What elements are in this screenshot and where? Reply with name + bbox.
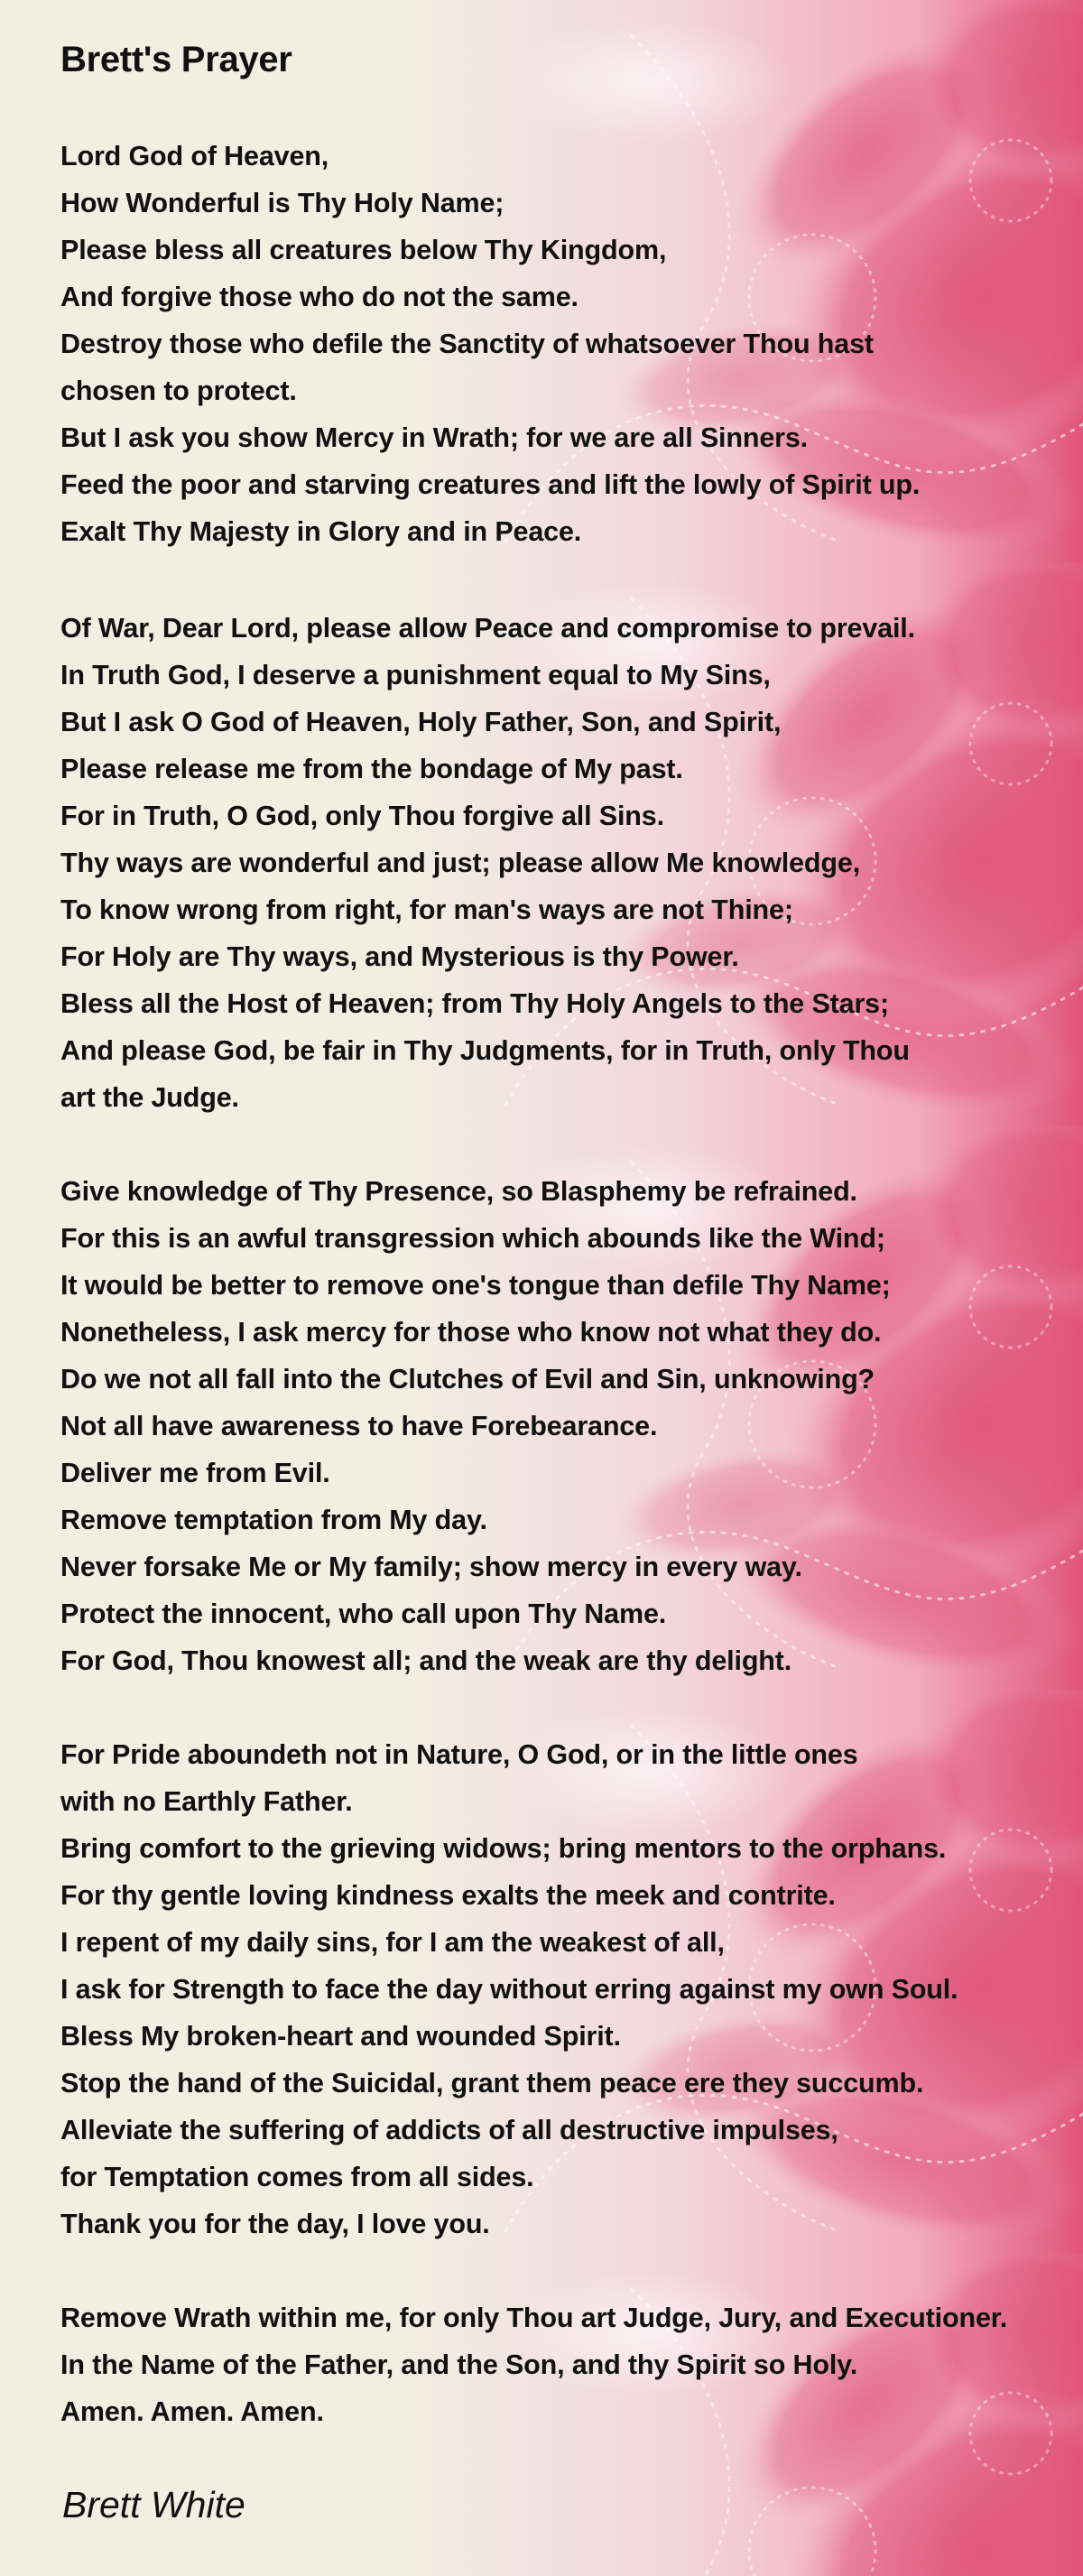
stanza-4 — [60, 1731, 958, 2247]
poem-line: with no Earthly Father. — [60, 1786, 353, 1817]
poem-line: In Truth God, I deserve a punishment equal to My Sins, — [60, 660, 771, 690]
poem-line: Protect the innocent, who call upon Thy Name. — [60, 1598, 667, 1629]
poem-line: To know wrong from right, for man's ways are not Thine; — [60, 894, 793, 925]
poem-author: Brett White — [62, 2484, 245, 2525]
poem-line: Nonetheless, I ask mercy for those who know not what they do. — [60, 1317, 882, 1348]
poem-line: art the Judge. — [60, 1082, 239, 1113]
poem-line: But I ask you show Mercy in Wrath; for we are all Sinners. — [60, 422, 809, 453]
poem-line: chosen to protect. — [60, 375, 297, 406]
stanza-5 — [60, 2294, 1007, 2435]
stanza-1 — [60, 133, 920, 555]
poem-line: And forgive those who do not the same. — [60, 282, 579, 312]
poem-line: But I ask O God of Heaven, Holy Father, Son, and Spirit, — [60, 707, 782, 737]
poem-line: For God, Thou knowest all; and the weak are thy delight. — [60, 1645, 792, 1676]
poem-line: Please bless all creatures below Thy Kingdom, — [60, 235, 667, 265]
stanza-3 — [60, 1168, 891, 1684]
poem-line: Please release me from the bondage of My past. — [60, 754, 683, 784]
poem-line: Alleviate the suffering of addicts of all destructive impulses, — [60, 2115, 838, 2145]
poem-line: Give knowledge of Thy Presence, so Blasphemy be refrained. — [60, 1176, 857, 1207]
poem-line: Never forsake Me or My family; show mercy in every way. — [60, 1552, 802, 1582]
poem-line: Feed the poor and starving creatures and lift the lowly of Spirit up. — [60, 469, 921, 500]
poem-line: And please God, be fair in Thy Judgments, for in Truth, only Thou — [60, 1035, 910, 1066]
poem-line: Of War, Dear Lord, please allow Peace and compromise to prevail. — [60, 613, 915, 644]
poem-line: In the Name of the Father, and the Son, and thy Spirit so Holy. — [60, 2349, 858, 2380]
poem-line: It would be better to remove one's tongue than defile Thy Name; — [60, 1270, 891, 1301]
poem-line: Exalt Thy Majesty in Glory and in Peace. — [60, 516, 582, 547]
poem-title: Brett's Prayer — [60, 40, 292, 79]
poem-line: For in Truth, O God, only Thou forgive all Sins. — [60, 801, 664, 831]
poem-line: Lord God of Heaven, — [60, 141, 329, 171]
poem-line: Bless all the Host of Heaven; from Thy Holy Angels to the Stars; — [60, 988, 889, 1019]
poem-line: for Temptation comes from all sides. — [60, 2162, 534, 2192]
poem-line: I repent of my daily sins, for I am the weakest of all, — [60, 1927, 725, 1958]
poem-line: Thank you for the day, I love you. — [60, 2209, 490, 2239]
poem-line: For thy gentle loving kindness exalts the meek and contrite. — [60, 1880, 836, 1911]
poem-line: I ask for Strength to face the day without erring against my own Soul. — [60, 1974, 958, 2005]
poem-line: Remove Wrath within me, for only Thou art Judge, Jury, and Executioner. — [60, 2303, 1008, 2333]
poem-line: Thy ways are wonderful and just; please allow Me knowledge, — [60, 848, 861, 878]
poem-line: Remove temptation from My day. — [60, 1505, 487, 1535]
poem-line: Bring comfort to the grieving widows; bring mentors to the orphans. — [60, 1833, 947, 1864]
poem-line: For this is an awful transgression which abounds like the Wind; — [60, 1223, 885, 1254]
stanza-2 — [60, 605, 915, 1121]
poem-line: For Holy are Thy ways, and Mysterious is thy Power. — [60, 941, 739, 972]
poem-line: Deliver me from Evil. — [60, 1458, 330, 1488]
poem-line: Destroy those who defile the Sanctity of whatsoever Thou hast — [60, 329, 874, 359]
poem-line: Do we not all fall into the Clutches of Evil and Sin, unknowing? — [60, 1364, 875, 1395]
poem-line: Not all have awareness to have Forebearance. — [60, 1411, 658, 1441]
poem-line: Bless My broken-heart and wounded Spirit. — [60, 2021, 621, 2052]
poem-line: Stop the hand of the Suicidal, grant them peace ere they succumb. — [60, 2068, 924, 2099]
poem-line: How Wonderful is Thy Holy Name; — [60, 188, 504, 218]
poem-line: Amen. Amen. Amen. — [60, 2396, 324, 2427]
poem-line: For Pride aboundeth not in Nature, O God, or in the little ones — [60, 1739, 858, 1770]
